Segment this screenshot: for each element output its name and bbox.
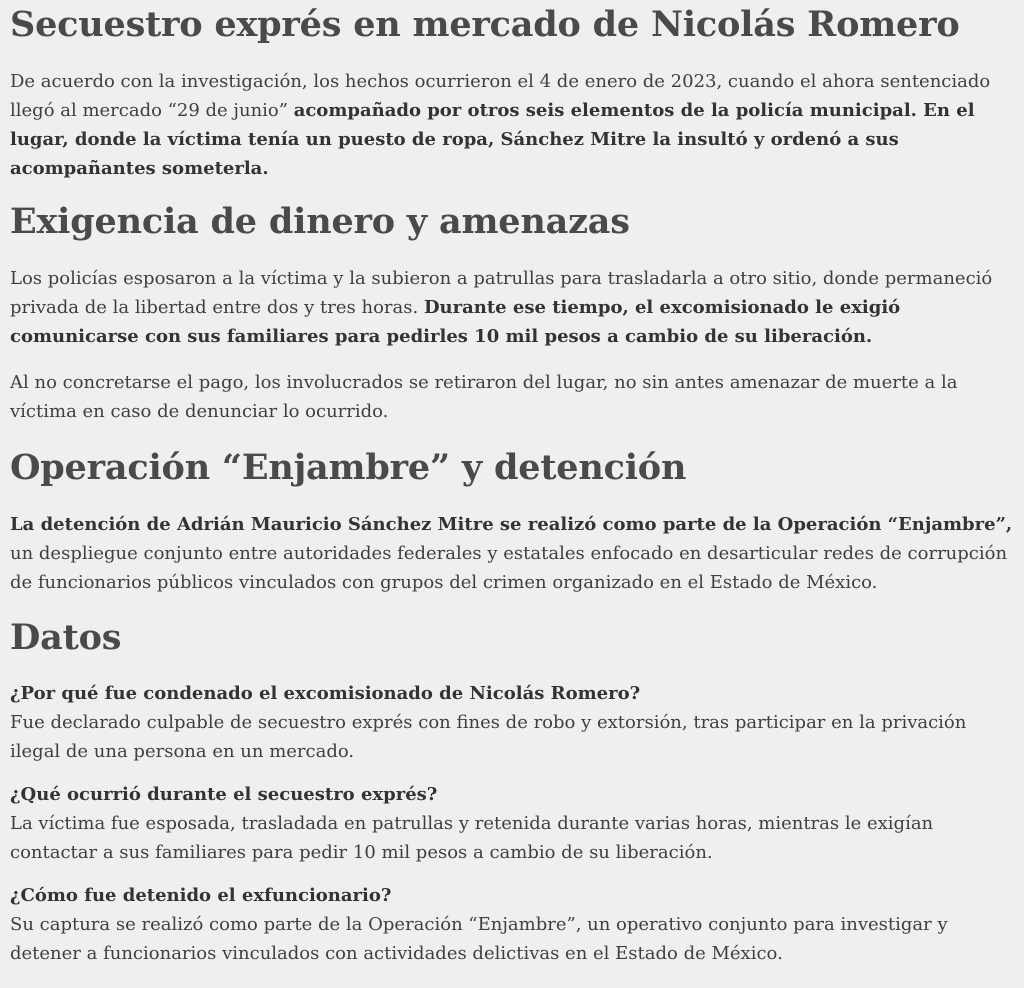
faq-item <box>10 679 1014 766</box>
paragraph-text: un despliegue conjunto entre autoridades federales y estatales enfocado en desarticular redes de corrupción de funcionarios públicos vinculados con grupos del crimen organizado en el Estado de México. <box>10 543 1008 593</box>
faq-item <box>10 881 1014 968</box>
faq-answer: La víctima fue esposada, trasladada en patrullas y retenida durante varias horas, mientras le exigían contactar a sus familiares para pedir 10 mil pesos a cambio de su liberación. <box>10 813 934 863</box>
paragraph-bold-text: Durante ese tiempo, el excomisionado le exigió comunicarse con sus familiares para pedirles 10 mil pesos a cambio de su liberación. <box>10 297 901 347</box>
faq-question: ¿Qué ocurrió durante el secuestro exprés? <box>10 784 438 805</box>
faq-item <box>10 780 1014 867</box>
section-heading-secuestro: Secuestro exprés en mercado de Nicolás Romero <box>10 4 960 45</box>
paragraph-text: Los policías esposaron a la víctima y la subieron a patrullas para trasladarla a otro sitio, donde permaneció privada de la libertad entre dos y tres horas. <box>10 268 993 318</box>
faq-answer: Fue declarado culpable de secuestro exprés con fines de robo y extorsión, tras participar en la privación ilegal de una persona en un mercado. <box>10 712 967 762</box>
paragraph-privacion <box>10 264 1014 351</box>
paragraph-bold-text: acompañado por otros seis elementos de la policía municipal. En el lugar, donde la víctima tenía un puesto de ropa, Sánchez Mitre la insultó y ordenó a sus acompañantes someterla. <box>10 100 975 179</box>
section-heading-operacion: Operación “Enjambre” y detención <box>10 447 687 488</box>
paragraph-text: De acuerdo con la investigación, los hechos ocurrieron el 4 de enero de 2023, cuando el ahora sentenciado llegó al mercado “29 de junio” <box>10 71 991 121</box>
paragraph-amenazas: Al no concretarse el pago, los involucrados se retiraron del lugar, no sin antes amenazar de muerte a la víctima en caso de denunciar lo ocurrido. <box>10 372 958 422</box>
faq-question: ¿Por qué fue condenado el excomisionado de Nicolás Romero? <box>10 683 641 704</box>
section-heading-datos: Datos <box>10 617 122 658</box>
paragraph-hechos <box>10 67 1014 183</box>
faq-question: ¿Cómo fue detenido el exfuncionario? <box>10 885 392 906</box>
paragraph-bold-text: La detención de Adrián Mauricio Sánchez Mitre se realizó como parte de la Operación “Enjambre”, <box>10 514 1013 535</box>
section-heading-exigencia: Exigencia de dinero y amenazas <box>10 201 630 242</box>
paragraph-detencion <box>10 510 1014 597</box>
faq-answer: Su captura se realizó como parte de la Operación “Enjambre”, un operativo conjunto para investigar y detener a funcionarios vinculados con actividades delictivas en el Estado de México. <box>10 914 948 964</box>
